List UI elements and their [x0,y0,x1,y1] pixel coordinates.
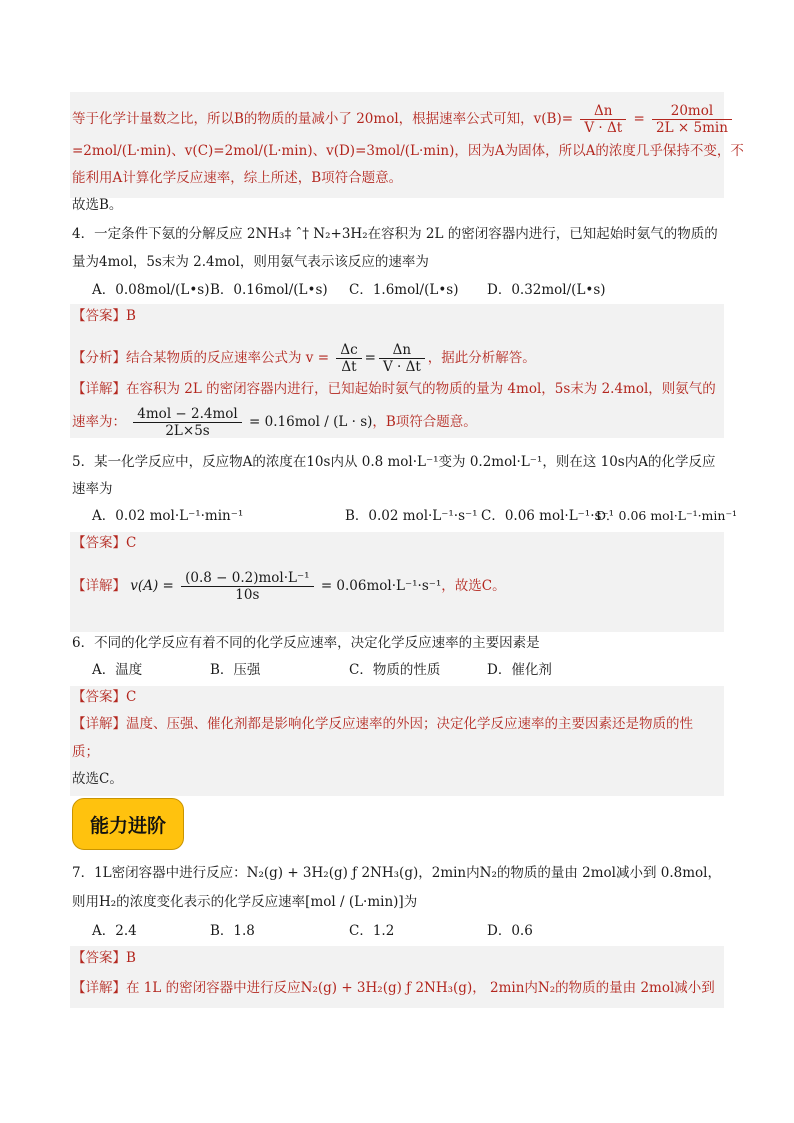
q4-option-d: D．0.32mol/(L•s) [487,282,606,298]
q4-detail-line-2 [72,406,477,439]
q7-detail-line-1 [72,978,715,998]
detail-text: 速率为： [72,414,126,430]
fraction-denominator: Δt [341,359,357,375]
q4-answer [72,306,136,326]
section-badge-ability-advance: 能力进阶 [72,798,184,850]
q6-answer [72,687,136,707]
value-fraction [652,103,732,136]
q7-solution-block [70,946,724,1008]
rate-fraction [580,103,626,136]
calculation-result: = 0.06mol·L⁻¹·s⁻¹ [320,578,442,594]
detail-text: 在 1L 的密闭容器中进行反应N₂(g) + 3H₂(g) ƒ 2NH₃(g)， [126,980,486,996]
continuation-line-3: 能利用A计算化学反应速率，综上所述，B项符合题意。 [72,170,403,186]
q6-option-d: D．催化剂 [487,662,552,678]
fraction-denominator: V · Δt [584,120,623,136]
answer-value: B [126,950,136,966]
q4-option-b: B．0.16mol/(L•s) [210,282,328,298]
q7-option-a: A．2.4 [92,923,137,939]
q6-detail-line-2: 质； [72,744,99,760]
continuation-text: 等于化学计量数之比，所以B的物质的量减小了 20mol，根据速率公式可知，v(B)= [72,111,574,127]
detail-tag: 【详解】 [72,381,126,397]
fraction-numerator: 20mol [652,103,732,120]
q5-stem-line-2: 速率为 [72,481,113,497]
q6-option-c: C．物质的性质 [349,662,441,678]
fraction-numerator: Δn [379,342,425,359]
q5-rate-fraction [181,570,313,603]
calculation-result: = 0.16mol / (L · s) [249,414,373,430]
q7-option-c: C．1.2 [349,923,395,939]
q5-option-d: D．0.06 mol·L⁻¹·min⁻¹ [596,508,738,523]
q5-option-c: C．0.06 mol·L⁻¹·s⁻¹ [481,508,614,524]
answer-tag: 【答案】 [72,308,126,324]
q7-option-d: D．0.6 [487,923,533,939]
q7-answer [72,948,136,968]
answer-tag: 【答案】 [72,950,126,966]
detail-text-end: ，B项符合题意。 [372,414,477,430]
q5-answer [72,533,136,553]
q6-detail-line-1 [72,714,693,734]
detail-text-end: ，故选C。 [441,578,506,594]
detail-text: 温度、压强、催化剂都是影响化学反应速率的外因；决定化学反应速率的主要因素还是物质的性 [126,716,693,732]
q4-analysis: 【分析】结合某物质的反应速率公式为 v = $\frac{\Delta c}{\Delta t}$ = $\frac{\Delta n}{V \cdot \Delta t}$ ，据此分析解答。 [72,342,536,375]
fraction-numerator: Δc [336,342,361,359]
detail-text-continued: 2min内N₂的物质的量由 2mol减小到 [490,980,715,996]
continuation-line-4: 故选B。 [72,197,123,213]
q6-detail-line-3: 故选C。 [72,771,123,787]
answer-value: C [126,689,137,705]
q7-stem-line-2: 则用H₂的浓度变化表示的化学反应速率[mol / (L·min)]为 [72,894,418,910]
answer-value: B [126,308,136,324]
analysis-text-end: ，据此分析解答。 [427,350,536,366]
detail-tag: 【详解】 [72,980,126,996]
q6-solution-block [70,686,724,796]
continuation-line-2: =2mol/(L·min)、v(C)=2mol/(L·min)、v(D)=3mol/(L·min)，因为A为固体，所以A的浓度几乎保持不变，不 [72,143,744,159]
q6-stem: 6．不同的化学反应有着不同的化学反应速率，决定化学反应速率的主要因素是 [72,635,540,651]
q5-stem-line-1: 5．某一化学反应中，反应物A的浓度在10s内从 0.8 mol·L⁻¹变为 0.2mol·L⁻¹，则在这 10s内A的化学反应 [72,454,716,470]
q5-detail [72,570,506,603]
rate-expression: v(A) = [130,578,174,594]
q6-option-b: B．压强 [210,662,261,678]
fraction-denominator: V · Δt [382,359,421,375]
q4-stem-line-1: 4．一定条件下氨的分解反应 2NH₃‡ ˆ† N₂+3H₂在容积为 2L 的密闭容器内进行，已知起始时氨气的物质的 [72,226,718,242]
q4-option-c: C．1.6mol/(L•s) [349,282,459,298]
continuation-line-1 [72,103,735,136]
equals-sign: = [633,111,645,127]
fraction-denominator: 2L×5s [165,423,210,439]
q4-stem-line-2: 量为4mol，5s末为 2.4mol，则用氨气表示该反应的速率为 [72,254,429,270]
fraction-denominator: 10s [235,587,260,603]
q4-detail-line-1 [72,379,716,399]
answer-value: C [126,535,137,551]
q4-option-a: A．0.08mol/(L•s) [92,282,210,298]
analysis-fraction-1 [336,342,361,375]
fraction-numerator: Δn [580,103,626,120]
answer-tag: 【答案】 [72,535,126,551]
analysis-fraction-2 [379,342,425,375]
analysis-text: 结合某物质的反应速率公式为 v = [126,350,330,366]
detail-tag: 【详解】 [72,716,126,732]
q5-option-b: B．0.02 mol·L⁻¹·s⁻¹ [345,508,478,524]
q7-stem-line-1: 7．1L密闭容器中进行反应：N₂(g) + 3H₂(g) ƒ 2NH₃(g)，2min内N₂的物质的量由 2mol减小到 0.8mol， [72,865,721,881]
fraction-denominator: 2L × 5min [656,120,728,136]
q5-option-a: A．0.02 mol·L⁻¹·min⁻¹ [92,508,244,524]
q7-option-b: B．1.8 [210,923,255,939]
analysis-tag: 【分析】 [72,350,126,366]
detail-text: 在容积为 2L 的密闭容器内进行，已知起始时氨气的物质的量为 4mol，5s末为 2.4mol，则氨气的 [126,381,716,397]
answer-tag: 【答案】 [72,689,126,705]
detail-tag: 【详解】 [72,578,126,594]
rate-calculation-fraction [133,406,241,439]
fraction-numerator: 4mol − 2.4mol [133,406,241,423]
q6-option-a: A．温度 [92,662,143,678]
fraction-numerator: (0.8 − 0.2)mol·L⁻¹ [181,570,313,587]
